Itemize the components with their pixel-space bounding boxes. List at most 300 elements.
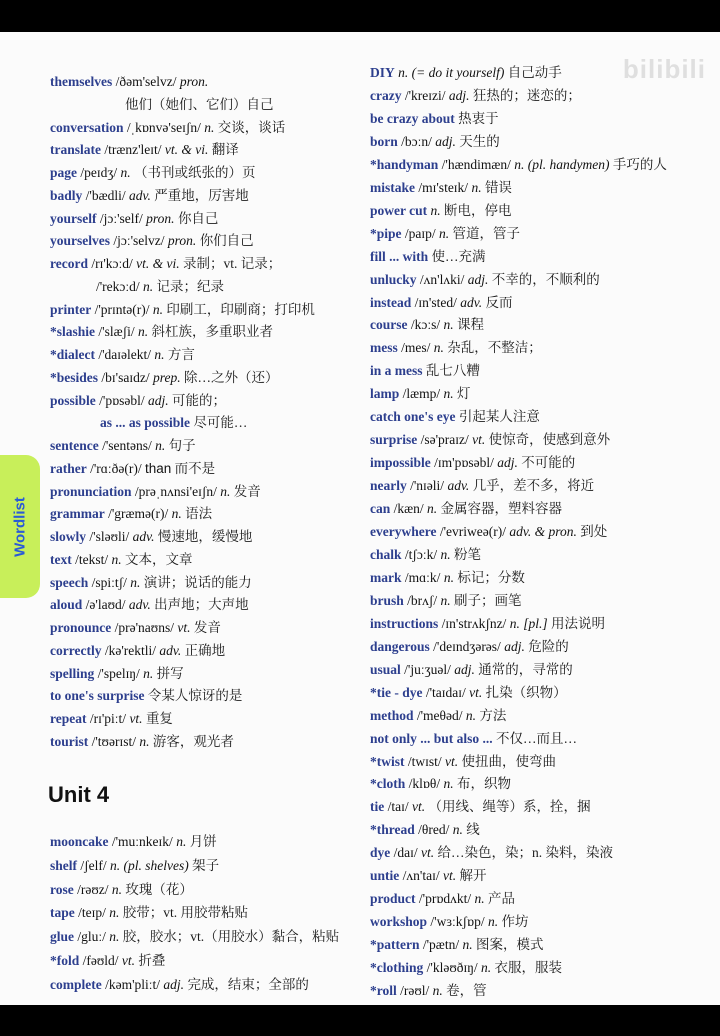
phonetic: /ɪm'pɒsəbl/ bbox=[434, 455, 494, 471]
phonetic: /ɪn'sted/ bbox=[414, 294, 457, 310]
part-of-speech: n. bbox=[439, 225, 450, 241]
headword: mess bbox=[370, 340, 398, 356]
phonetic: /'meθəd/ bbox=[416, 707, 463, 723]
headword: tie bbox=[370, 799, 385, 815]
part-of-speech: adj. bbox=[148, 392, 169, 408]
headword: dangerous bbox=[370, 638, 430, 654]
word-entry bbox=[50, 596, 249, 614]
word-entry bbox=[370, 110, 499, 128]
part-of-speech: n. bbox=[443, 569, 454, 585]
phonetic: /ʃelf/ bbox=[80, 857, 107, 873]
part-of-speech: adj. bbox=[163, 976, 185, 992]
definition: 乱七八糟 bbox=[425, 363, 480, 379]
definition: 斜杠族，多重职业者 bbox=[151, 324, 273, 340]
phonetic: /ðəm'selvz/ bbox=[115, 74, 177, 89]
part-of-speech: n. bbox=[430, 202, 441, 218]
headword: tourist bbox=[50, 733, 89, 749]
word-entry bbox=[370, 408, 540, 426]
headword: course bbox=[370, 317, 408, 333]
definition: 衣服，服装 bbox=[494, 960, 563, 976]
headword: lamp bbox=[370, 386, 400, 402]
headword: power cut bbox=[370, 202, 428, 218]
phonetic: /rɪ'piːt/ bbox=[89, 711, 127, 726]
headword: page bbox=[50, 165, 77, 180]
word-entry bbox=[50, 952, 165, 970]
part-of-speech: n. bbox=[152, 301, 164, 317]
phonetic: /læmp/ bbox=[402, 386, 441, 402]
headword: spelling bbox=[50, 665, 95, 681]
word-entry bbox=[50, 141, 239, 159]
headword: *pipe bbox=[370, 225, 402, 241]
phonetic: /brʌʃ/ bbox=[407, 592, 438, 608]
headword: catch one's eye bbox=[370, 409, 456, 425]
word-entry bbox=[370, 638, 569, 656]
headword: tape bbox=[50, 905, 75, 921]
word-entry bbox=[370, 684, 567, 702]
headword: product bbox=[370, 891, 416, 907]
definition: 方法 bbox=[479, 707, 507, 723]
definition: 刷子；画笔 bbox=[454, 592, 522, 608]
part-of-speech: n. bbox=[443, 317, 454, 333]
headword: *roll bbox=[370, 983, 397, 998]
definition: 给…染色，染；n. 染料，染液 bbox=[437, 845, 613, 861]
phonetic: /rɪ'kɔːd/ bbox=[91, 256, 133, 271]
definition: 扎染（织物） bbox=[485, 684, 567, 700]
part-of-speech: n. bbox=[452, 822, 463, 838]
headword: in a mess bbox=[370, 363, 423, 379]
definition: 卷，管 bbox=[446, 983, 487, 998]
extra-word: than bbox=[144, 460, 172, 476]
word-entry bbox=[370, 431, 610, 449]
headword: instead bbox=[370, 294, 412, 310]
part-of-speech: vt. & vi. bbox=[136, 256, 180, 271]
phonetic: /twɪst/ bbox=[407, 753, 442, 769]
part-of-speech: n. bbox=[440, 592, 451, 608]
phonetic: /fəʊld/ bbox=[82, 953, 119, 968]
definition: 拼写 bbox=[156, 665, 184, 681]
part-of-speech: pron. bbox=[179, 74, 209, 89]
headword: *tie - dye bbox=[370, 684, 423, 700]
part-of-speech: n. bbox=[176, 834, 187, 849]
word-entry bbox=[50, 210, 218, 228]
word-entry bbox=[370, 339, 542, 357]
word-entry bbox=[50, 928, 339, 946]
definition: 出声地；大声地 bbox=[154, 597, 249, 613]
phonetic: /mɑːk/ bbox=[404, 569, 441, 585]
phonetic: /klɒθ/ bbox=[408, 776, 441, 792]
headword: born bbox=[370, 133, 398, 149]
phonetic: /'hændimæn/ bbox=[441, 156, 511, 172]
part-of-speech: adv. bbox=[132, 529, 155, 544]
word-entry bbox=[370, 271, 600, 289]
phonetic: /'wɜːkʃɒp/ bbox=[430, 914, 485, 930]
phonetic: /θred/ bbox=[418, 822, 450, 838]
definition: 用法说明 bbox=[550, 615, 605, 631]
definition: 粉笔 bbox=[454, 546, 482, 562]
part-of-speech: vt. bbox=[129, 711, 143, 726]
phonetic: /paɪp/ bbox=[404, 225, 436, 241]
phonetic: /'evriweə(r)/ bbox=[439, 524, 506, 539]
headword: DIY bbox=[370, 65, 395, 80]
part-of-speech: n. bbox=[432, 983, 443, 998]
definition: 热衷于 bbox=[458, 110, 499, 126]
definition: 录制；vt. 记录； bbox=[183, 256, 282, 271]
word-entry bbox=[370, 592, 522, 610]
phonetic: /bɔːn/ bbox=[401, 133, 432, 149]
definition: 杂乱，不整洁； bbox=[447, 340, 542, 356]
unit-heading: Unit 4 bbox=[48, 782, 110, 807]
bilibili-watermark: bilibili bbox=[622, 54, 706, 84]
phonetic: /'pɒsəbl/ bbox=[99, 392, 145, 408]
headword: can bbox=[370, 501, 391, 517]
headword: *handyman bbox=[370, 156, 439, 172]
headword: method bbox=[370, 707, 414, 723]
definition: 完成，结束；全部的 bbox=[187, 976, 309, 992]
definition: 天生的 bbox=[459, 133, 500, 149]
phonetic: /prəˌnʌnsi'eɪʃn/ bbox=[134, 483, 217, 499]
part-of-speech: n. bbox=[120, 165, 131, 180]
phonetic: /tekst/ bbox=[75, 551, 109, 567]
phonetic: /teɪp/ bbox=[78, 905, 106, 921]
word-entry bbox=[50, 976, 309, 994]
headword: nearly bbox=[370, 478, 407, 494]
word-entry bbox=[125, 96, 274, 114]
word-entry bbox=[50, 551, 192, 569]
word-entry bbox=[50, 733, 234, 751]
headword: yourselves bbox=[50, 233, 110, 249]
phonetic: /'rekɔːd/ bbox=[96, 278, 140, 294]
phonetic: /kæn/ bbox=[393, 501, 424, 517]
definition: 月饼 bbox=[189, 834, 217, 849]
part-of-speech: vt. bbox=[445, 753, 459, 769]
headword: chalk bbox=[370, 546, 402, 562]
phonetic: /'juːʒuəl/ bbox=[404, 661, 451, 677]
word-entry bbox=[370, 798, 591, 816]
word-entry bbox=[370, 844, 613, 862]
headword: speech bbox=[50, 574, 89, 590]
definition: 几乎，差不多，将近 bbox=[472, 478, 595, 494]
phonetic: /'muːnkeɪk/ bbox=[111, 834, 173, 849]
word-entry bbox=[50, 301, 315, 319]
word-entry bbox=[370, 569, 525, 587]
word-entry bbox=[50, 505, 212, 523]
headword: themselves bbox=[50, 74, 113, 89]
part-of-speech: adj. bbox=[497, 455, 518, 471]
definition: 不可能的 bbox=[521, 455, 576, 471]
headword: fill ... with bbox=[370, 248, 429, 264]
definition: 灯 bbox=[457, 386, 471, 402]
word-entry bbox=[50, 665, 184, 683]
definition: 玫瑰（花） bbox=[125, 881, 193, 897]
part-of-speech: n. bbox=[111, 551, 122, 567]
headword: *fold bbox=[50, 953, 80, 968]
part-of-speech: n. bbox=[220, 483, 231, 499]
side-tab-label: Wordlist bbox=[11, 496, 29, 557]
phonetic: /'daɪəlekt/ bbox=[98, 347, 152, 362]
headword: *cloth bbox=[370, 776, 406, 792]
word-entry bbox=[50, 346, 195, 364]
headword: correctly bbox=[50, 642, 102, 658]
definition: 正确地 bbox=[184, 642, 226, 658]
word-entry bbox=[370, 615, 605, 633]
part-of-speech: adv. bbox=[447, 478, 470, 494]
word-entry bbox=[370, 959, 562, 977]
definition: 严重地，厉害地 bbox=[154, 187, 249, 203]
phonetic: /ʌn'taɪ/ bbox=[402, 868, 440, 884]
phonetic: /'kləʊðɪŋ/ bbox=[426, 960, 478, 976]
part-of-speech: n. [pl.] bbox=[509, 615, 548, 631]
part-of-speech: vt. bbox=[177, 620, 191, 635]
phonetic: /kəm'pliːt/ bbox=[105, 976, 161, 992]
definition: 不仅…而且… bbox=[496, 730, 578, 746]
word-entry bbox=[50, 483, 261, 501]
word-entry bbox=[50, 187, 249, 205]
phonetic: /'nɪəli/ bbox=[410, 478, 445, 494]
word-entry bbox=[50, 904, 248, 922]
definition: 他们（她们、它们）自己 bbox=[125, 96, 274, 112]
headword: be crazy about bbox=[370, 110, 455, 126]
part-of-speech: adj. bbox=[454, 661, 475, 677]
definition: 不幸的，不顺利的 bbox=[491, 271, 600, 287]
part-of-speech: n. bbox=[143, 278, 154, 294]
headword: rose bbox=[50, 881, 74, 897]
part-of-speech: prep. bbox=[152, 369, 181, 385]
definition: 发音 bbox=[233, 483, 261, 499]
phonetic: /spiːtʃ/ bbox=[91, 574, 127, 590]
part-of-speech: vt. & vi. bbox=[164, 142, 209, 158]
word-entry bbox=[50, 232, 254, 250]
phonetic: /'sentəns/ bbox=[102, 438, 152, 453]
part-of-speech: n. bbox=[465, 707, 477, 723]
phonetic: /ə'laʊd/ bbox=[85, 597, 126, 613]
headword: slowly bbox=[50, 529, 87, 544]
definition: 管道，管子 bbox=[452, 225, 521, 241]
headword: repeat bbox=[50, 711, 87, 726]
word-entry bbox=[50, 460, 215, 478]
word-entry bbox=[50, 119, 285, 137]
phonetic: /'rɑːðə(r)/ bbox=[90, 460, 142, 476]
part-of-speech: n. bbox=[440, 546, 451, 562]
definition: 重复 bbox=[145, 711, 173, 726]
wordlist-side-tab[interactable] bbox=[0, 455, 40, 598]
word-entry bbox=[370, 775, 511, 793]
part-of-speech: n. bbox=[111, 881, 123, 897]
definition: 记录；纪录 bbox=[156, 278, 225, 294]
word-entry bbox=[370, 821, 480, 839]
word-entry bbox=[50, 857, 219, 875]
definition: 通常的，寻常的 bbox=[478, 661, 573, 677]
word-entry bbox=[370, 546, 481, 564]
phonetic: /peɪdʒ/ bbox=[80, 165, 118, 180]
headword: aloud bbox=[50, 597, 83, 613]
definition: 断电，停电 bbox=[444, 202, 512, 218]
part-of-speech: vt. bbox=[121, 953, 136, 968]
word-entry bbox=[370, 500, 562, 518]
definition: 反而 bbox=[485, 294, 513, 310]
definition: 胶，胶水；vt.（用胶水）黏合，粘贴 bbox=[122, 929, 340, 945]
part-of-speech: adj. bbox=[448, 87, 470, 103]
definition: 产品 bbox=[488, 891, 516, 907]
definition: （书刊或纸张的）页 bbox=[134, 165, 256, 180]
definition: 语法 bbox=[185, 506, 213, 522]
part-of-speech: adv. bbox=[159, 642, 182, 658]
word-entry bbox=[50, 833, 217, 851]
part-of-speech: n. (pl. shelves) bbox=[110, 857, 189, 873]
phonetic: /'prɒdʌkt/ bbox=[418, 891, 472, 907]
word-entry bbox=[370, 294, 512, 312]
part-of-speech: n. (pl. handymen) bbox=[514, 156, 610, 172]
headword: possible bbox=[50, 392, 96, 408]
definition: 令某人惊讶的是 bbox=[147, 688, 243, 704]
headword: *besides bbox=[50, 369, 99, 385]
part-of-speech: n. bbox=[109, 929, 120, 945]
definition: 印刷工，印刷商；打印机 bbox=[166, 301, 315, 317]
headword: *thread bbox=[370, 822, 415, 838]
headword: usual bbox=[370, 661, 401, 677]
phonetic: /'kreɪzi/ bbox=[404, 87, 446, 103]
definition: 线 bbox=[466, 822, 480, 838]
word-entry bbox=[370, 156, 667, 174]
phonetic: /ˌkɒnvə'seɪʃn/ bbox=[126, 119, 201, 135]
phonetic: /taɪ/ bbox=[387, 799, 409, 815]
headword: workshop bbox=[370, 914, 428, 930]
part-of-speech: n. (= do it yourself) bbox=[398, 65, 505, 80]
phonetic: /'græmə(r)/ bbox=[108, 506, 169, 522]
headword: complete bbox=[50, 976, 102, 992]
definition: 图案，模式 bbox=[475, 937, 544, 953]
word-entry bbox=[50, 710, 173, 728]
part-of-speech: n. bbox=[481, 960, 492, 976]
word-entry bbox=[370, 202, 512, 220]
headword: impossible bbox=[370, 455, 431, 471]
phonetic: /'spelɪŋ/ bbox=[97, 665, 140, 681]
headword: instructions bbox=[370, 615, 439, 631]
headword: sentence bbox=[50, 438, 99, 453]
phonetic: /rəʊl/ bbox=[400, 983, 430, 998]
word-entry bbox=[96, 278, 224, 296]
headword: *pattern bbox=[370, 937, 420, 953]
word-entry bbox=[50, 619, 221, 637]
headword: mooncake bbox=[50, 834, 109, 849]
word-entry bbox=[50, 437, 196, 455]
word-entry bbox=[370, 179, 512, 197]
headword: mark bbox=[370, 569, 402, 585]
word-entry bbox=[370, 982, 487, 1000]
definition: 发音 bbox=[193, 620, 221, 635]
phonetic: /kə'rektli/ bbox=[104, 642, 157, 658]
part-of-speech: n. bbox=[204, 119, 215, 135]
headword: grammar bbox=[50, 506, 105, 522]
headword: *dialect bbox=[50, 347, 95, 362]
definition: 到处 bbox=[580, 524, 608, 539]
definition: 使惊奇，使感到意外 bbox=[488, 432, 611, 448]
definition: 演讲；说话的能力 bbox=[143, 574, 252, 590]
headword: record bbox=[50, 256, 88, 271]
phonetic: /'slæʃi/ bbox=[98, 324, 135, 340]
headword: dye bbox=[370, 845, 391, 861]
headword: translate bbox=[50, 142, 101, 158]
word-entry bbox=[50, 73, 208, 91]
phonetic: /mɪ'steɪk/ bbox=[418, 179, 469, 195]
definition: 方言 bbox=[167, 347, 195, 362]
part-of-speech: adv. bbox=[128, 597, 151, 613]
word-entry bbox=[370, 385, 471, 403]
definition: 而不是 bbox=[174, 460, 216, 476]
headword: text bbox=[50, 551, 72, 567]
word-entry bbox=[370, 477, 594, 495]
definition: 可能的； bbox=[172, 392, 227, 408]
phonetic: /'taɪdaɪ/ bbox=[425, 684, 466, 700]
headword: *twist bbox=[370, 753, 405, 769]
definition: 使扭曲，使弯曲 bbox=[461, 753, 557, 769]
word-entry bbox=[50, 164, 256, 182]
word-entry bbox=[50, 574, 252, 592]
word-entry bbox=[370, 707, 506, 725]
part-of-speech: adv. bbox=[460, 294, 483, 310]
word-entry bbox=[50, 323, 273, 341]
definition: 布，织物 bbox=[457, 776, 512, 792]
part-of-speech: n. bbox=[427, 501, 438, 517]
headword: crazy bbox=[370, 87, 402, 103]
part-of-speech: n. bbox=[171, 506, 182, 522]
definition: 胶带；vt. 用胶带粘贴 bbox=[122, 905, 249, 921]
phonetic: /ɪn'strʌkʃnz/ bbox=[441, 615, 507, 631]
definition: 金属容器，塑料容器 bbox=[440, 501, 563, 517]
part-of-speech: n. bbox=[109, 905, 120, 921]
part-of-speech: n. bbox=[462, 937, 473, 953]
phonetic: /trænz'leɪt/ bbox=[104, 142, 162, 158]
phonetic: /sə'praɪz/ bbox=[420, 432, 469, 448]
word-entry bbox=[370, 661, 573, 679]
part-of-speech: vt. bbox=[472, 432, 486, 448]
part-of-speech: adj. bbox=[435, 133, 456, 149]
headword: *slashie bbox=[50, 324, 96, 340]
word-entry bbox=[50, 255, 281, 273]
definition: 尽可能… bbox=[193, 415, 248, 431]
word-entry bbox=[50, 881, 193, 899]
headword: untie bbox=[370, 868, 400, 884]
definition: 折叠 bbox=[138, 953, 166, 968]
part-of-speech: adj. bbox=[504, 638, 525, 654]
phonetic: /bɪ'saɪdz/ bbox=[101, 369, 150, 385]
definition: 课程 bbox=[457, 317, 484, 333]
headword: pronunciation bbox=[50, 483, 132, 499]
definition: 解开 bbox=[459, 868, 487, 884]
headword: pronounce bbox=[50, 620, 112, 635]
phonetic: /daɪ/ bbox=[393, 845, 418, 861]
part-of-speech: adv. & pron. bbox=[509, 524, 577, 539]
phonetic: /'deɪndʒərəs/ bbox=[433, 638, 501, 654]
definition: 翻译 bbox=[211, 142, 239, 158]
word-entry bbox=[50, 392, 226, 410]
part-of-speech: n. bbox=[474, 891, 485, 907]
part-of-speech: n. bbox=[155, 438, 166, 453]
word-entry bbox=[50, 687, 242, 705]
headword: shelf bbox=[50, 857, 77, 873]
part-of-speech: vt. bbox=[442, 868, 457, 884]
part-of-speech: n. bbox=[130, 574, 141, 590]
phonetic: /'bædli/ bbox=[85, 187, 126, 203]
word-entry bbox=[100, 414, 247, 432]
headword: printer bbox=[50, 301, 92, 317]
definition: 除…之外（还） bbox=[183, 369, 279, 385]
part-of-speech: n. bbox=[139, 733, 150, 749]
word-entry bbox=[370, 753, 556, 771]
definition: 作坊 bbox=[501, 914, 529, 930]
part-of-speech: n. bbox=[443, 776, 454, 792]
phonetic: /tʃɔːk/ bbox=[404, 546, 438, 562]
part-of-speech: n. bbox=[137, 324, 149, 340]
